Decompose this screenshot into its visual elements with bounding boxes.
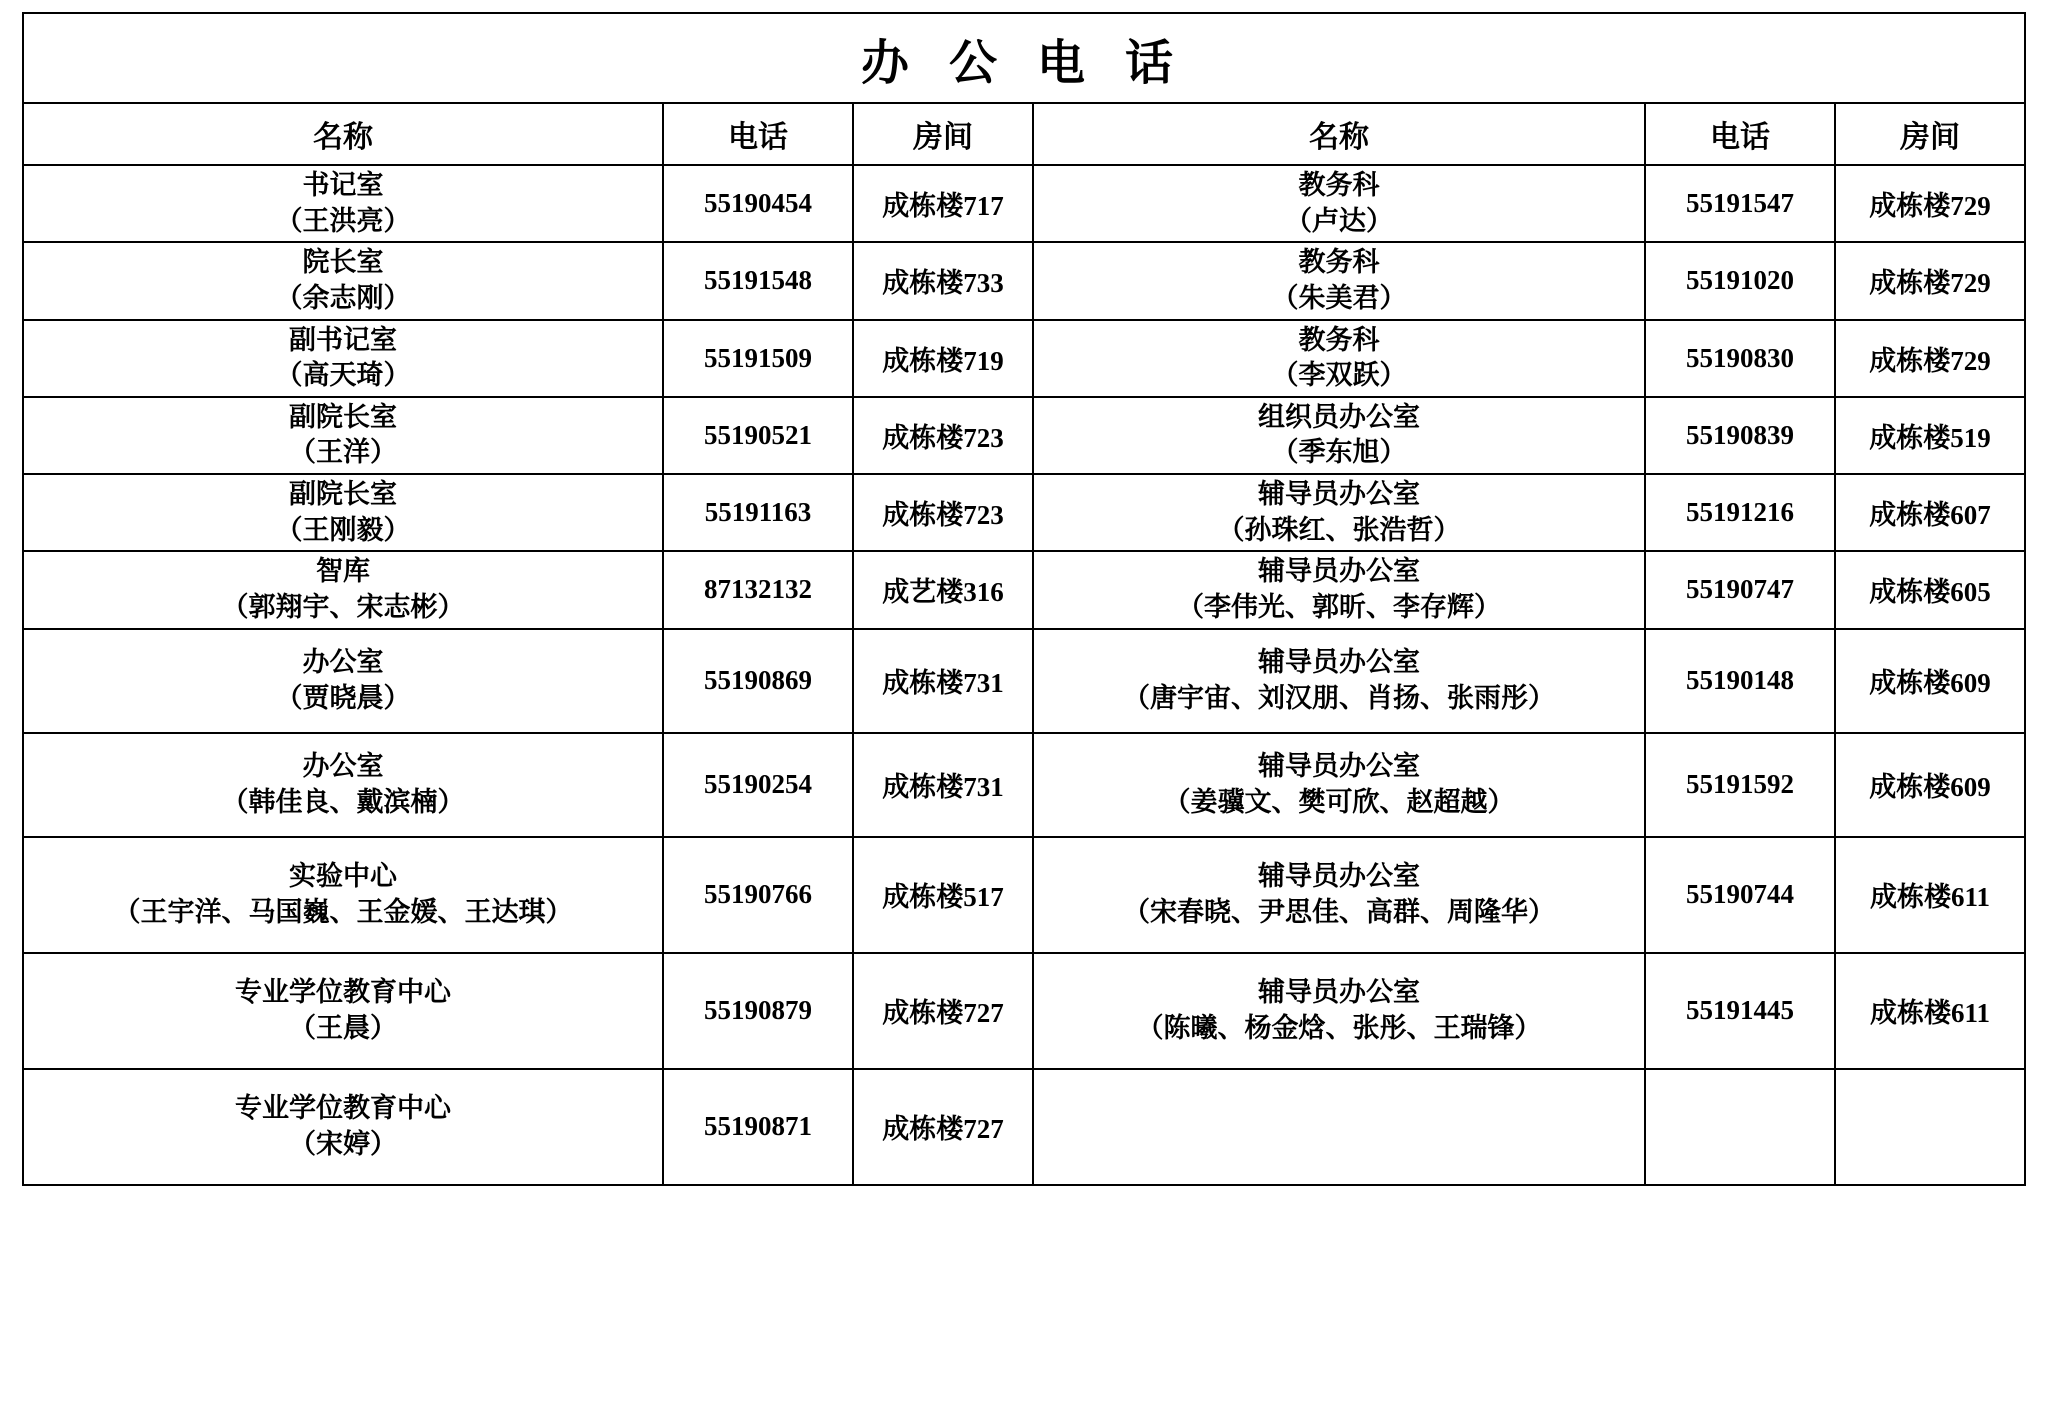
entry-name <box>23 953 663 1069</box>
entry-room: 成栋楼609 <box>1835 629 2025 733</box>
entry-phone: 87132132 <box>663 551 853 628</box>
entry-name <box>23 837 663 953</box>
entry-name <box>23 474 663 551</box>
entry-name-empty <box>1033 1069 1645 1185</box>
entry-name-line2: （郭翔宇、宋志彬） <box>221 591 465 622</box>
entry-room: 成栋楼731 <box>853 733 1033 837</box>
table-row <box>23 474 2025 551</box>
entry-name-line1: 专业学位教育中心 <box>235 1092 451 1123</box>
entry-name-line1: 教务科 <box>1298 170 1380 200</box>
entry-room: 成栋楼605 <box>1835 551 2025 628</box>
entry-phone: 55191445 <box>1645 953 1835 1069</box>
entry-phone: 55190521 <box>663 397 853 474</box>
entry-name-line2: （王宇洋、马国巍、王金媛、王达琪） <box>113 896 573 927</box>
entry-phone: 55190766 <box>663 837 853 953</box>
entry-name-line2: （朱美君） <box>1271 282 1407 313</box>
entry-name-line1: 办公室 <box>302 646 384 677</box>
entry-room: 成栋楼611 <box>1835 837 2025 953</box>
entry-name-line1: 辅导员办公室 <box>1258 750 1420 781</box>
entry-room: 成栋楼519 <box>1835 397 2025 474</box>
entry-name <box>1033 397 1645 474</box>
entry-name <box>23 242 663 319</box>
table-row <box>23 733 2025 837</box>
entry-name <box>23 733 663 837</box>
entry-phone-empty <box>1645 1069 1835 1185</box>
entry-name-line2: （李伟光、郭昕、李存辉） <box>1177 591 1501 622</box>
entry-name-line1: 辅导员办公室 <box>1258 479 1420 509</box>
entry-name <box>1033 474 1645 551</box>
entry-name-line1: 副院长室 <box>289 401 397 432</box>
entry-phone: 55190744 <box>1645 837 1835 953</box>
entry-name-line2: （王洪亮） <box>275 205 411 236</box>
entry-name-line1: 院长室 <box>302 247 384 278</box>
entry-phone: 55190254 <box>663 733 853 837</box>
entry-room: 成栋楼611 <box>1835 953 2025 1069</box>
entry-name <box>23 165 663 242</box>
entry-name-line2: （贾晓晨） <box>275 682 411 713</box>
header-name-left: 名称 <box>23 103 663 165</box>
table-row <box>23 165 2025 242</box>
entry-name-line2: （王洋） <box>289 437 397 468</box>
entry-name <box>1033 165 1645 242</box>
entry-name <box>1033 320 1645 397</box>
entry-name-line2: （宋春晓、尹思佳、高群、周隆华） <box>1123 896 1555 927</box>
entry-phone: 55191592 <box>1645 733 1835 837</box>
entry-name <box>23 320 663 397</box>
header-row <box>23 103 2025 165</box>
header-phone-left: 电话 <box>663 103 853 165</box>
entry-phone: 55190871 <box>663 1069 853 1185</box>
table-row <box>23 320 2025 397</box>
entry-name-line1: 办公室 <box>302 750 384 781</box>
entry-phone: 55190454 <box>663 165 853 242</box>
table-row <box>23 397 2025 474</box>
entry-name-line1: 辅导员办公室 <box>1258 646 1420 677</box>
entry-name-line2: （姜骥文、樊可欣、赵超越） <box>1163 786 1515 817</box>
entry-name-line2: （季东旭） <box>1271 437 1407 468</box>
entry-name-line2: （宋婷） <box>289 1128 397 1159</box>
entry-room: 成栋楼729 <box>1835 242 2025 319</box>
entry-name-line2: （李双跃） <box>1271 360 1407 391</box>
entry-room-empty <box>1835 1069 2025 1185</box>
entry-name <box>1033 629 1645 733</box>
entry-name-line1: 组织员办公室 <box>1258 401 1420 432</box>
entry-phone: 55190148 <box>1645 629 1835 733</box>
table-row <box>23 837 2025 953</box>
entry-room: 成栋楼723 <box>853 474 1033 551</box>
entry-name-line2: （唐宇宙、刘汉朋、肖扬、张雨彤） <box>1123 682 1555 713</box>
table-row <box>23 629 2025 733</box>
table-row <box>23 242 2025 319</box>
entry-name <box>23 629 663 733</box>
header-phone-right: 电话 <box>1645 103 1835 165</box>
header-room-left: 房间 <box>853 103 1033 165</box>
entry-room: 成栋楼723 <box>853 397 1033 474</box>
entry-name <box>1033 733 1645 837</box>
entry-name-line2: （高天琦） <box>275 360 411 391</box>
entry-name-line1: 辅导员办公室 <box>1258 556 1420 587</box>
entry-room: 成栋楼727 <box>853 953 1033 1069</box>
entry-room: 成栋楼727 <box>853 1069 1033 1185</box>
entry-phone: 55190839 <box>1645 397 1835 474</box>
entry-name-line1: 辅导员办公室 <box>1258 860 1420 891</box>
entry-phone: 55190830 <box>1645 320 1835 397</box>
entry-name-line1: 副院长室 <box>289 479 397 509</box>
entry-room: 成栋楼729 <box>1835 165 2025 242</box>
page-title: 办 公 电 话 <box>23 13 2025 103</box>
header-room-right: 房间 <box>1835 103 2025 165</box>
entry-name-line2: （韩佳良、戴滨楠） <box>221 786 465 817</box>
entry-phone: 55191509 <box>663 320 853 397</box>
entry-room: 成栋楼719 <box>853 320 1033 397</box>
entry-room: 成栋楼717 <box>853 165 1033 242</box>
entry-name-line1: 书记室 <box>302 170 384 200</box>
entry-name-line2: （余志刚） <box>275 282 411 313</box>
entry-name-line1: 副书记室 <box>289 324 397 355</box>
entry-name <box>1033 837 1645 953</box>
entry-name-line1: 专业学位教育中心 <box>235 976 451 1007</box>
entry-name-line2: （卢达） <box>1285 205 1393 236</box>
entry-phone: 55190879 <box>663 953 853 1069</box>
entry-phone: 55191547 <box>1645 165 1835 242</box>
table-row <box>23 551 2025 628</box>
entry-room: 成栋楼607 <box>1835 474 2025 551</box>
entry-room: 成栋楼731 <box>853 629 1033 733</box>
entry-room: 成栋楼729 <box>1835 320 2025 397</box>
entry-phone: 55190747 <box>1645 551 1835 628</box>
entry-phone: 55191216 <box>1645 474 1835 551</box>
entry-room: 成栋楼517 <box>853 837 1033 953</box>
entry-name <box>23 397 663 474</box>
entry-name-line1: 智库 <box>316 556 370 587</box>
office-phone-table <box>22 12 2026 1186</box>
entry-name-line2: （陈曦、杨金焓、张彤、王瑞锋） <box>1136 1012 1542 1043</box>
entry-name-line1: 教务科 <box>1298 324 1380 355</box>
title-row <box>23 13 2025 103</box>
table-row <box>23 953 2025 1069</box>
entry-name <box>1033 242 1645 319</box>
entry-phone: 55191020 <box>1645 242 1835 319</box>
entry-room: 成栋楼609 <box>1835 733 2025 837</box>
table-row <box>23 1069 2025 1185</box>
entry-room: 成艺楼316 <box>853 551 1033 628</box>
header-name-right: 名称 <box>1033 103 1645 165</box>
entry-name-line2: （王晨） <box>289 1012 397 1043</box>
entry-name <box>1033 953 1645 1069</box>
entry-phone: 55191163 <box>663 474 853 551</box>
entry-name-line1: 辅导员办公室 <box>1258 976 1420 1007</box>
entry-name-line1: 教务科 <box>1298 247 1380 278</box>
entry-name-line1: 实验中心 <box>289 860 397 891</box>
entry-name <box>23 551 663 628</box>
entry-name-line2: （孙珠红、张浩哲） <box>1217 514 1461 545</box>
entry-name <box>1033 551 1645 628</box>
entry-phone: 55190869 <box>663 629 853 733</box>
entry-room: 成栋楼733 <box>853 242 1033 319</box>
entry-phone: 55191548 <box>663 242 853 319</box>
entry-name-line2: （王刚毅） <box>275 514 411 545</box>
entry-name <box>23 1069 663 1185</box>
